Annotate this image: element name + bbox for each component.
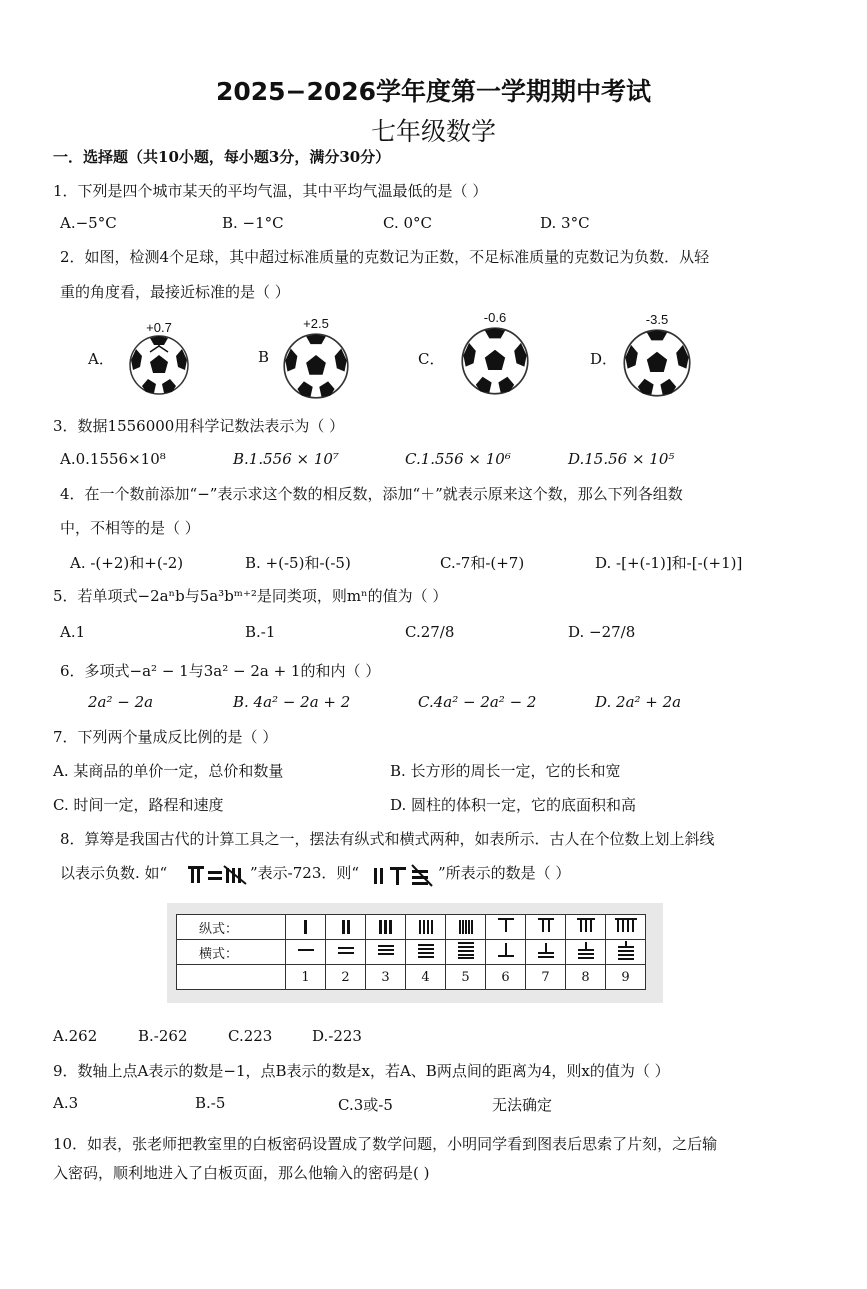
- num-cell: 5: [446, 965, 486, 990]
- soccer-ball-icon: [282, 332, 350, 400]
- exam-subject: 七年级数学: [370, 117, 496, 146]
- soccer-ball-icon: [460, 326, 530, 396]
- num-cell: 7: [526, 965, 566, 990]
- num-cell: 2: [326, 965, 366, 990]
- section-heading: 一．选择题（共10小题，每小题3分，满分30分）: [53, 148, 391, 166]
- q5-option-c: C.27/8: [405, 623, 455, 641]
- q4-option-c: C.-7和-(+7): [440, 554, 525, 572]
- q7-option-a: A. 某商品的单价一定，总价和数量: [53, 762, 284, 780]
- rod-v-5: [446, 915, 486, 940]
- q7-option-c: C. 时间一定，路程和速度: [53, 796, 224, 814]
- q8-option-b: B.-262: [138, 1027, 188, 1045]
- row-label-empty: [177, 965, 286, 990]
- q9-option-a: A.3: [53, 1094, 79, 1112]
- q1-option-a: A.−5°C: [60, 214, 117, 232]
- num-cell: 3: [366, 965, 406, 990]
- rod-h-4: [406, 940, 446, 965]
- ball-label-a: +0.7: [146, 320, 172, 335]
- table-row-vertical: [177, 915, 646, 940]
- q5-option-a: A.1: [60, 623, 86, 641]
- q1-option-d: D. 3°C: [540, 214, 590, 232]
- rod-v-8: [566, 915, 606, 940]
- q1-option-c: C. 0°C: [383, 214, 432, 232]
- q2-option-c: C．: [418, 350, 445, 368]
- q4-stem-line1: 4．在一个数前添加“−”表示求这个数的相反数，添加“＋”就表示原来这个数，那么下列各组数: [60, 485, 683, 503]
- rod-v-1: [286, 915, 326, 940]
- rod-v-2: [326, 915, 366, 940]
- rod-h-8: [566, 940, 606, 965]
- q7-stem: 7．下列两个量成反比例的是（ ）: [53, 728, 278, 746]
- rod-v-4: [406, 915, 446, 940]
- rod-h-3: [366, 940, 406, 965]
- q2-option-d: D．: [590, 350, 618, 368]
- q8-option-a: A.262: [53, 1027, 98, 1045]
- q10-stem-line1: 10．如表，张老师把教室里的白板密码设置成了数学问题，小明同学看到图表后思索了片刻，之后输: [53, 1135, 718, 1153]
- q4-option-a: A. -(+2)和+(-2): [70, 554, 184, 572]
- q2-stem-line1: 2．如图，检测4个足球，其中超过标准质量的克数记为正数，不足标准质量的克数记为负数．从轻: [60, 248, 710, 266]
- rod-h-7: [526, 940, 566, 965]
- rod-h-2: [326, 940, 366, 965]
- q9-option-d: 无法确定: [492, 1096, 553, 1114]
- q6-option-c: C.4a² − 2a² − 2: [418, 693, 537, 711]
- table-row-numbers: [177, 965, 646, 990]
- counting-rods-question-icon: [370, 862, 436, 888]
- soccer-ball-icon: [128, 334, 190, 396]
- num-cell: 1: [286, 965, 326, 990]
- q10-stem-line2: 入密码，顺利地进入了白板页面，那么他输入的密码是( ): [53, 1164, 430, 1182]
- q8-option-d: D.-223: [312, 1027, 362, 1045]
- q7-option-d: D. 圆柱的体积一定，它的底面积和高: [390, 796, 637, 814]
- q8-stem-line2a: 以表示负数. 如“: [60, 864, 168, 882]
- num-cell: 6: [486, 965, 526, 990]
- soccer-ball-c: [460, 310, 530, 396]
- soccer-ball-d: [622, 312, 692, 398]
- q9-stem: 9．数轴上点A表示的数是−1，点B表示的数是x，若A、B两点间的距离为4，则x的值为（ ）: [53, 1062, 670, 1080]
- q4-option-d: D. -[+(-1)]和-[-(+1)]: [595, 554, 743, 572]
- table-row-horizontal: [177, 940, 646, 965]
- q5-stem: 5．若单项式−2aⁿb与5a³bᵐ⁺²是同类项，则mⁿ的值为（ ）: [53, 587, 448, 605]
- q8-stem-line2c: ”所表示的数是（ ）: [438, 864, 571, 882]
- q6-stem: 6．多项式−a² − 1与3a² − 2a + 1的和内（ ）: [60, 662, 381, 680]
- num-cell: 9: [606, 965, 646, 990]
- rod-v-7: [526, 915, 566, 940]
- ball-label-b: +2.5: [303, 316, 329, 331]
- q4-stem-line2: 中，不相等的是（ ）: [60, 519, 200, 537]
- q5-option-d: D. −27/8: [568, 623, 636, 641]
- soccer-ball-icon: [622, 328, 692, 398]
- q3-option-c: C.1.556 × 10⁶: [405, 450, 511, 468]
- ball-label-c: -0.6: [483, 310, 507, 325]
- q8-option-c: C.223: [228, 1027, 273, 1045]
- q2-stem-line2: 重的角度看，最接近标准的是（ ）: [60, 283, 290, 301]
- q2-option-a: A．: [88, 350, 114, 368]
- q1-option-b: B. −1°C: [222, 214, 284, 232]
- rod-v-6: [486, 915, 526, 940]
- q6-option-d: D. 2a² + 2a: [595, 693, 682, 711]
- ball-label-d: -3.5: [645, 312, 669, 327]
- soccer-ball-a: [128, 320, 190, 396]
- row-label-horizontal: 横式：: [177, 940, 286, 965]
- q9-option-c: C.3或-5: [338, 1096, 393, 1114]
- num-cell: 4: [406, 965, 446, 990]
- q2-option-b: B: [258, 348, 270, 366]
- q3-option-b: B.1.556 × 10⁷: [233, 450, 339, 468]
- q8-stem-line2b: ”表示-723．则“: [250, 864, 360, 882]
- counting-rods-example-icon: [186, 862, 250, 886]
- q9-option-b: B.-5: [195, 1094, 226, 1112]
- rod-h-9: [606, 940, 646, 965]
- row-label-vertical: 纵式：: [177, 915, 286, 940]
- q5-option-b: B.-1: [245, 623, 276, 641]
- rod-h-6: [486, 940, 526, 965]
- rod-h-5: [446, 940, 486, 965]
- q1-stem: 1．下列是四个城市某天的平均气温，其中平均气温最低的是（ ）: [53, 182, 488, 200]
- q4-option-b: B. +(-5)和-(-5): [245, 554, 351, 572]
- counting-rods-table: [176, 914, 646, 990]
- q6-option-a: 2a² − 2a: [88, 693, 154, 711]
- rod-v-3: [366, 915, 406, 940]
- q3-stem: 3．数据1556000用科学记数法表示为（ ）: [53, 417, 345, 435]
- q7-option-b: B. 长方形的周长一定，它的长和宽: [390, 762, 621, 780]
- num-cell: 8: [566, 965, 606, 990]
- rod-v-9: [606, 915, 646, 940]
- exam-title: 2025−2026学年度第一学期期中考试: [215, 77, 652, 106]
- rod-h-1: [286, 940, 326, 965]
- soccer-ball-b: [282, 316, 350, 400]
- q8-stem-line1: 8．算筹是我国古代的计算工具之一，摆法有纵式和横式两种，如表所示．古人在个位数上划上斜线: [60, 830, 715, 848]
- q6-option-b: B. 4a² − 2a + 2: [233, 693, 351, 711]
- q3-option-d: D.15.56 × 10⁵: [568, 450, 675, 468]
- q3-option-a: A.0.1556×10⁸: [60, 450, 166, 468]
